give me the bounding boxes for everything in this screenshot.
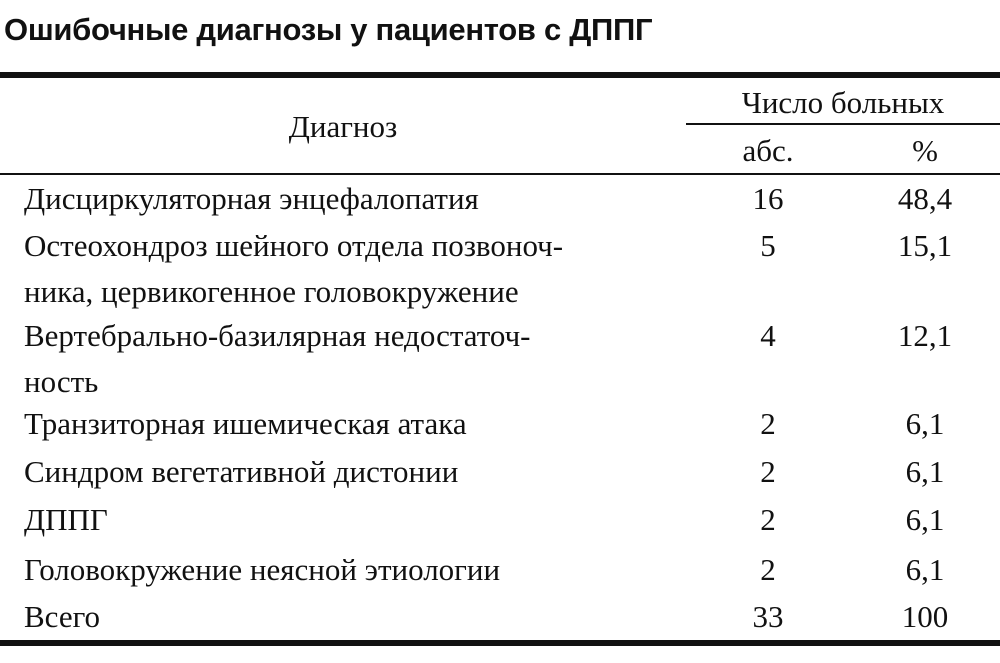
row-diagnosis <box>24 313 531 405</box>
diagnosis-line: ника, цервикогенное головокружение <box>24 274 519 309</box>
row-diagnosis <box>24 401 467 447</box>
diagnosis-line: Вертебрально-базилярная недостаточ- <box>24 318 531 353</box>
row-abs: 4 <box>760 318 776 353</box>
row-diagnosis <box>24 223 563 315</box>
row-abs: 2 <box>760 502 776 537</box>
row-abs: 33 <box>752 599 784 634</box>
row-percent: 6,1 <box>905 406 945 441</box>
header-sub-rule <box>686 123 1000 125</box>
row-diagnosis <box>24 497 108 543</box>
row-diagnosis <box>24 547 500 593</box>
header-diagnosis: Диагноз <box>288 109 398 144</box>
row-diagnosis <box>24 449 458 495</box>
diagnosis-line: Транзиторная ишемическая атака <box>24 406 467 441</box>
row-abs: 2 <box>760 454 776 489</box>
row-percent: 12,1 <box>897 318 953 353</box>
diagnosis-line: Дисциркуляторная энцефалопатия <box>24 181 479 216</box>
row-abs: 16 <box>752 181 784 216</box>
row-percent: 6,1 <box>905 552 945 587</box>
row-diagnosis <box>24 594 100 640</box>
row-abs: 2 <box>760 406 776 441</box>
header-bottom-rule <box>0 173 1000 175</box>
table-bottom-rule <box>0 640 1000 646</box>
header-percent: % <box>912 133 938 168</box>
row-abs: 2 <box>760 552 776 587</box>
table-title: Ошибочные диагнозы у пациентов с ДППГ <box>4 12 653 47</box>
diagnosis-line: Головокружение неясной этиологии <box>24 552 501 587</box>
row-percent: 15,1 <box>897 228 953 263</box>
diagnosis-line: ность <box>24 364 99 399</box>
table-top-rule <box>0 72 1000 78</box>
diagnosis-line: ДППГ <box>24 502 108 537</box>
row-percent: 6,1 <box>905 454 945 489</box>
header-patients-count: Число больных <box>741 85 945 120</box>
row-percent: 48,4 <box>897 181 953 216</box>
row-diagnosis <box>24 176 479 222</box>
diagnosis-line: Остеохондроз шейного отдела позвоноч- <box>24 228 564 263</box>
header-abs: абс. <box>742 133 794 168</box>
row-percent: 100 <box>901 599 949 634</box>
diagnosis-line: Синдром вегетативной дистонии <box>24 454 459 489</box>
diagnosis-line: Всего <box>24 599 101 634</box>
row-abs: 5 <box>760 228 776 263</box>
row-percent: 6,1 <box>905 502 945 537</box>
